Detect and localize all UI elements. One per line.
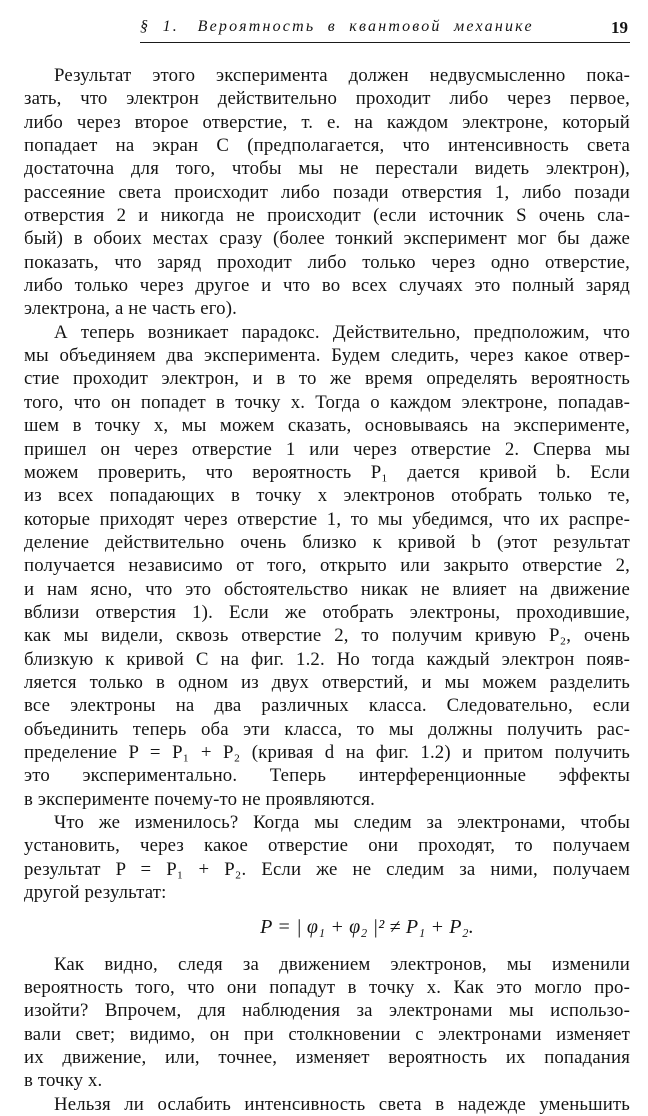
paragraph-3 bbox=[24, 811, 630, 904]
text-line: изойти? Впрочем, для наблюдения за электронами мы использо- bbox=[24, 1000, 630, 1022]
text-line: получается независимо от того, открыто или закрыто отверстие 2, bbox=[24, 555, 630, 577]
text-line: Результат этого эксперимента должен недвусмысленно пока- bbox=[54, 65, 630, 86]
text-line: А теперь возникает парадокс. Действительно, предположим, что bbox=[54, 321, 630, 343]
text-line: близкую к кривой C на фиг. 1.2. Но тогда каждый электрон появ- bbox=[24, 648, 630, 670]
text-line: и нам ясно, что это обстоятельство никак не влияет на движение bbox=[24, 578, 630, 600]
text-line: показать, что заряд проходит либо только через одно отверстие, bbox=[24, 251, 630, 273]
text-line: зать, что электрон действительно проходит либо через первое, bbox=[24, 88, 630, 110]
paragraph-2 bbox=[24, 321, 630, 811]
text-line: шем в точку x, мы можем сказать, основываясь на эксперименте, bbox=[24, 415, 630, 437]
text-line: объединить теперь оба эти класса, то мы должны получить рас- bbox=[24, 718, 630, 740]
page-number: 19 bbox=[611, 18, 628, 37]
text-line: в эксперименте почему-то не проявляются. bbox=[24, 788, 375, 810]
text-line: другой результат: bbox=[24, 882, 167, 904]
text-line: результат P = P₁ + P₂. Если же не следим за ними, получаем bbox=[24, 858, 630, 880]
text-line: можем проверить, что вероятность P₁ дается кривой b. Если bbox=[24, 461, 630, 483]
text-line: в точку x. bbox=[24, 1070, 103, 1092]
text-line: Что же изменилось? Когда мы следим за электронами, чтобы bbox=[54, 812, 630, 833]
text-line: либо только через другое и что во всех случаях это полный заряд bbox=[24, 275, 630, 297]
text-line: отверстия 2 и никогда не происходит (если источник S очень сла- bbox=[24, 205, 630, 227]
paragraph-1 bbox=[24, 64, 630, 321]
text-line: пределение P = P₁ + P₂ (кривая d на фиг. 1.2) и притом получить bbox=[24, 741, 630, 763]
text-line: как мы видели, сквозь отверстие 2, то получим кривую P₂, очень bbox=[24, 625, 630, 647]
text-line: которые приходят через отверстие 1, то мы убедимся, что их распре- bbox=[24, 508, 630, 530]
text-line: либо через второе отверстие, т. е. на каждом электроне, который bbox=[24, 111, 630, 133]
text-line: деление действительно очень близко к кривой b (этот результат bbox=[24, 531, 630, 553]
text-line: того, что он попадет в точку x. Тогда о каждом электроне, попадав- bbox=[24, 391, 630, 413]
formula: P = | φ₁ + φ₂ |² ≠ P₁ + P₂. bbox=[260, 916, 474, 939]
text-line: Нельзя ли ослабить интенсивность света в надежде уменьшить bbox=[54, 1093, 630, 1115]
running-header bbox=[140, 14, 630, 43]
text-line: мы объединяем два эксперимента. Будем следить, через какое отвер- bbox=[24, 345, 630, 367]
section-title: § 1. Вероятность в квантовой механике bbox=[140, 18, 534, 35]
text-line: их движение, или, точнее, изменяет вероятность их попадания bbox=[24, 1047, 630, 1069]
text-line: установить, через какое отверстие они проходят, то получаем bbox=[24, 835, 630, 857]
text-line: электрона, а не часть его). bbox=[24, 298, 237, 320]
text-line: вали свет; видимо, он при столкновении с электронами изменяет bbox=[24, 1023, 630, 1045]
body-text bbox=[24, 64, 630, 1116]
text-line: пришел он через отверстие 1 или через отверстие 2. Сперва мы bbox=[24, 438, 630, 460]
text-line: попадает на экран C (предполагается, что интенсивность света bbox=[24, 135, 630, 157]
text-line: рассеяние света происходит либо позади отверстия 1, либо позади bbox=[24, 181, 630, 203]
text-line: из всех попадающих в точку x электронов отобрать только те, bbox=[24, 485, 630, 507]
text-line: стие проходит электрон, и в то же время определять вероятность bbox=[24, 368, 630, 390]
paragraph-5 bbox=[24, 1093, 630, 1116]
text-line: вероятность того, что они попадут в точку x. Как это могло про- bbox=[24, 977, 630, 999]
text-line: это экспериментально. Теперь интерференционные эффекты bbox=[24, 765, 630, 787]
text-line: достаточна для того, чтобы мы не перестали видеть электрон), bbox=[24, 158, 630, 180]
text-line: все электроны на два различных класса. Следовательно, если bbox=[24, 695, 630, 717]
text-line: Как видно, следя за движением электронов, мы изменили bbox=[54, 953, 630, 975]
text-line: вблизи отверстия 1). Если же отобрать электроны, проходившие, bbox=[24, 601, 630, 623]
text-line: бый) в обоих местах сразу (более тонкий эксперимент мог бы даже bbox=[24, 228, 630, 250]
paragraph-4 bbox=[24, 953, 630, 1093]
text-line: ляется только в одном из двух отверстий, и мы можем разделить bbox=[24, 671, 630, 693]
